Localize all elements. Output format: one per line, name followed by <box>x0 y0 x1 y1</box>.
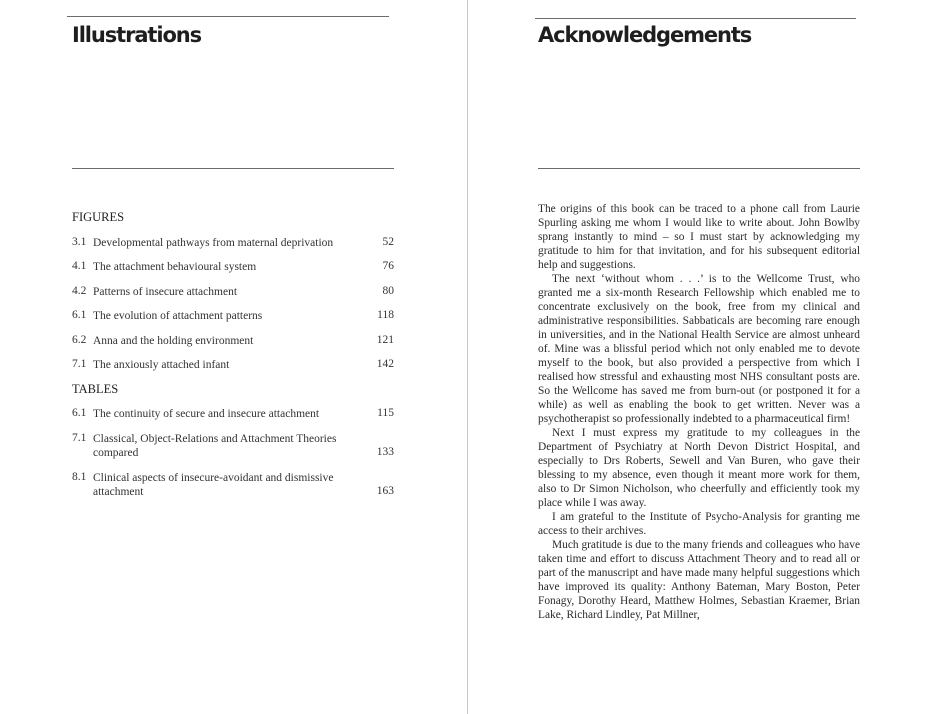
table-entry <box>72 432 394 460</box>
entry-page: 52 <box>382 236 394 248</box>
entry-number: 3.1 <box>72 236 87 248</box>
figure-entry <box>72 285 394 299</box>
entry-number: 7.1 <box>72 358 87 370</box>
entry-title: Developmental pathways from maternal deprivation <box>93 237 334 249</box>
entry-number: 6.1 <box>72 407 87 419</box>
entry-number: 4.1 <box>72 260 87 272</box>
heading-rule <box>72 168 394 169</box>
table-entry <box>72 471 394 499</box>
figure-entry <box>72 358 394 372</box>
page-title: Illustrations <box>72 23 202 47</box>
entry-page: 80 <box>382 285 394 297</box>
entry-number: 6.2 <box>72 334 87 346</box>
paragraph: Next I must express my gratitude to my colleagues in the Department of Psychiatry at North Devon District Hospital, and especially to Drs Roberts, Sewell and Van Buren, who gave their blessing to my absence, even though it meant more work for them, also to Dr Simon Nicholson, who cheerfully and efficiently took my place while I was away. <box>538 427 860 509</box>
entry-title: Classical, Object-Relations and Attachment Theories compared <box>93 433 337 459</box>
entry-page: 115 <box>377 407 394 419</box>
entry-page: 118 <box>377 309 394 321</box>
heading-rule <box>538 168 860 169</box>
figure-entry <box>72 260 394 274</box>
paragraph: I am grateful to the Institute of Psycho-Analysis for granting me access to their archives. <box>538 511 860 537</box>
table-entry <box>72 407 394 421</box>
page-title: Acknowledgements <box>538 23 752 47</box>
entry-page: 76 <box>382 260 394 272</box>
entry-title: The anxiously attached infant <box>93 359 230 371</box>
entry-title: The evolution of attachment patterns <box>93 310 263 322</box>
top-rule <box>67 16 389 17</box>
figure-entry <box>72 309 394 323</box>
entry-number: 8.1 <box>72 471 87 483</box>
acknowledgements-text <box>538 202 860 622</box>
entry-page: 163 <box>376 485 394 497</box>
figures-heading: FIGURES <box>72 210 125 224</box>
entry-number: 4.2 <box>72 285 87 297</box>
figure-entry <box>72 236 394 250</box>
top-rule <box>535 18 856 19</box>
illustrations-page <box>0 0 464 714</box>
paragraph: The next ‘without whom . . .’ is to the Wellcome Trust, who granted me a six-month Research Fellowship which enabled me to concentrate exclusively on the book, free from my clinical and administrative responsibilities. Sabbaticals are becoming rare enough in universities, and in the National Health Service are almost unheard of. Mine was a blissful period which not only enabled me to devote myself to the book, but also provided a perspective from which I realised how stressful and exhausting most NHS consultant posts are. So the Wellcome has saved me from burn-out (or postponed it for a while) as well as enabling the book to get written. Never was a psychotherapist so professionally indebted to a pharmaceutical firm! <box>538 273 860 425</box>
entry-title: The continuity of secure and insecure attachment <box>93 408 320 420</box>
entry-number: 7.1 <box>72 432 87 444</box>
entry-title: Patterns of insecure attachment <box>93 286 238 298</box>
entry-page: 121 <box>376 334 394 346</box>
paragraph: The origins of this book can be traced to a phone call from Laurie Spurling asking me whom I would like to write about. John Bowlby sprang instantly to mind – so I must start by acknowledging my gratitude to him for that invitation, and for his subsequent editorial help and suggestions. <box>538 203 860 271</box>
entry-title: Anna and the holding environment <box>93 335 254 347</box>
entry-title: Clinical aspects of insecure-avoidant and dismissive attachment <box>93 472 334 498</box>
tables-heading: TABLES <box>72 382 119 396</box>
figure-entry <box>72 334 394 348</box>
entry-page: 133 <box>376 446 394 458</box>
paragraph: Much gratitude is due to the many friends and colleagues who have taken time and effort to discuss Attachment Theory and to read all or part of the manuscript and have made many helpful suggestions which have improved its quality: Anthony Bateman, Mary Boston, Peter Fonagy, Dorothy Heard, Matthew Holmes, Sebastian Kraemer, Brian Lake, Richard Lindley, Pat Millner, <box>538 539 860 621</box>
entry-title: The attachment behavioural system <box>93 261 257 273</box>
entry-number: 6.1 <box>72 309 87 321</box>
entry-page: 142 <box>376 358 394 370</box>
